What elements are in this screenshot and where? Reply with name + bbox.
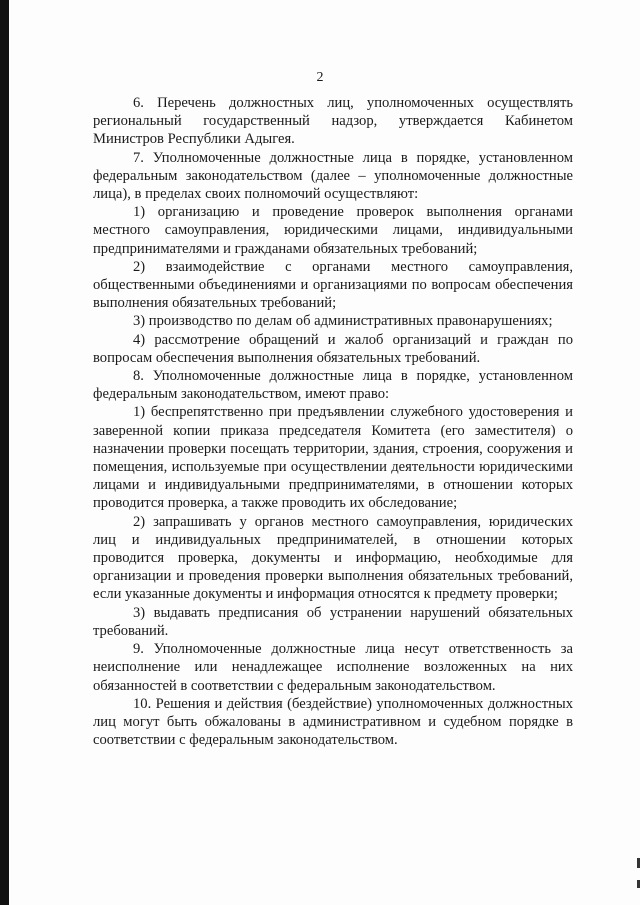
paragraph: 7. Уполномоченные должностные лица в порядке, установленном федеральным законодательством (далее – уполномоченные должностные лица), в пределах своих полномочий осуществляют: [93, 149, 573, 203]
paragraph: 1) организацию и проведение проверок выполнения органами местного самоуправления, юридическими лицами, индивидуальными предпринимателями и гражданами обязательных требований; [93, 204, 573, 257]
paragraph: 8. Уполномоченные должностные лица в порядке, установленном федеральным законодательством, имеют право: [93, 368, 573, 403]
paragraph: 3) производство по делам об административных правонарушениях; [133, 313, 553, 330]
scan-edge [0, 0, 9, 905]
paragraph: 10. Решения и действия (бездействие) уполномоченных должностных лиц могут быть обжалованы в административном и судебном порядке в соответствии с федеральным законодательством. [93, 695, 573, 749]
paragraph: 6. Перечень должностных лиц, уполномоченных осуществлять региональный государственный надзор, утверждается Кабинетом Министров Республики Адыгея. [93, 95, 573, 148]
paragraph: 2) взаимодействие с органами местного самоуправления, общественными объединениями и организациями по вопросам обеспечения выполнения обязательных требований; [93, 258, 573, 312]
document-body [93, 94, 573, 749]
page-number: 2 [316, 70, 324, 85]
paragraph: 4) рассмотрение обращений и жалоб организаций и граждан по вопросам обеспечения выполнения обязательных требований. [93, 331, 573, 366]
paragraph: 2) запрашивать у органов местного самоуправления, юридических лиц и индивидуальных предпринимателей, в отношении которых проводится проверка, документы и информацию, необходимые для организации и проведения проверки выполнения обязательных требований, если указанные документы и информация относятся к предмету проверки; [93, 513, 573, 603]
paragraph: 9. Уполномоченные должностные лица несут ответственность за неисполнение или ненадлежащее исполнение возложенных на них обязанностей в соответствии с федеральным законодательством. [93, 641, 573, 694]
paragraph: 1) беспрепятственно при предъявлении служебного удостоверения и заверенной копии приказа председателя Комитета (его заместителя) о назначении проверки посещать территории, здания, строения, сооружения и помещения, используемые при осуществлении деятельности юридическими лицами и индивидуальными предпринимателями, в отношении которых проводится проверка, а также проводить их обследование; [93, 404, 573, 512]
paragraph: 3) выдавать предписания об устранении нарушений обязательных требований. [93, 604, 573, 639]
